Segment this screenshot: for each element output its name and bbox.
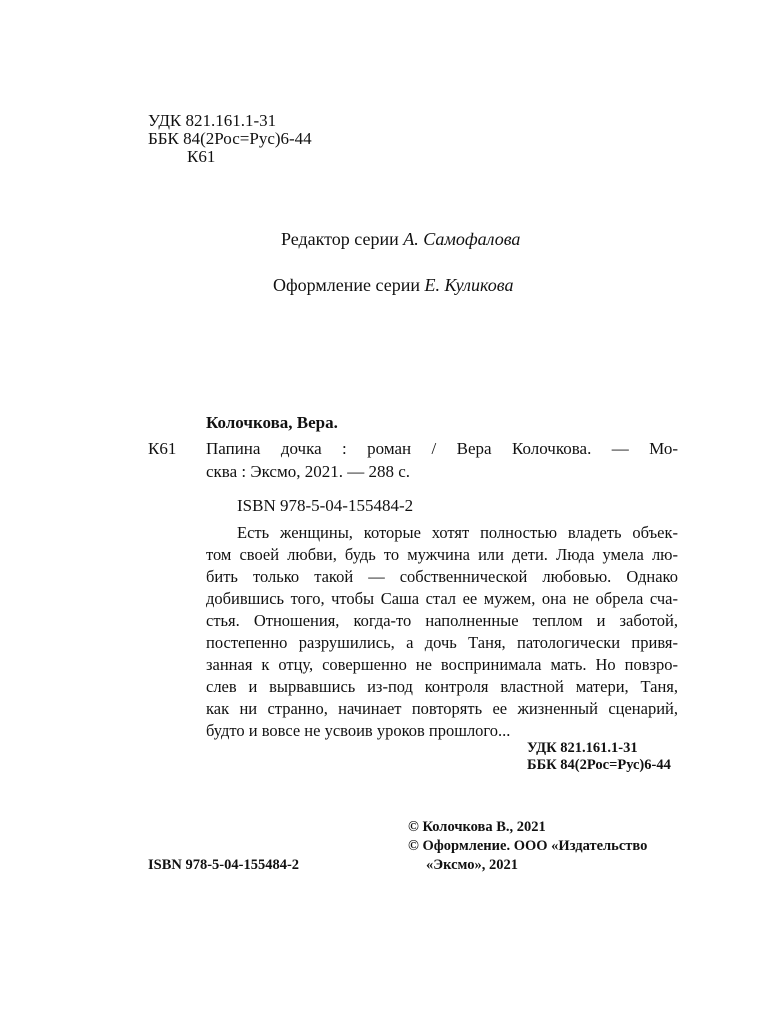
udk-code-repeat: УДК 821.161.1-31 [527, 740, 638, 756]
udk-code: УДК 821.161.1-31 [148, 111, 277, 130]
copyright-design: © Оформление. ООО «Издательство [408, 838, 648, 854]
copyright-author: © Колочкова В., 2021 [408, 819, 546, 835]
annotation-line: бить только такой — собственнической любовью. Однако [206, 567, 678, 586]
annotation-line: будто и вовсе не усвоив уроков прошлого... [206, 721, 511, 740]
footer-isbn: ISBN 978-5-04-155484-2 [148, 857, 300, 873]
series-editor-credit [281, 229, 520, 250]
copyright-publisher: «Эксмо», 2021 [426, 857, 518, 873]
annotation-line: Есть женщины, которые хотят полностью владеть объек- [237, 523, 678, 542]
annotation-line: слев и вырвавшись из-под контроля властной матери, Таня, [206, 677, 678, 696]
bbk-code: ББК 84(2Рос=Рус)6-44 [148, 129, 312, 148]
annotation-line: постепенно разрушились, а дочь Таня, патологически привя- [206, 633, 678, 652]
series-design-label: Оформление серии [273, 275, 420, 295]
series-editor-label: Редактор серии [281, 229, 399, 249]
annotation-line: добившись того, чтобы Саша стал ее мужем, она не обрела сча- [206, 589, 678, 608]
catalog-description-line: сква : Эксмо, 2021. — 288 с. [206, 462, 411, 481]
annotation-line: занная к отцу, совершенно не воспринимала мать. Но повзро- [206, 655, 678, 674]
annotation-line: том своей любви, будь то мужчина или дети. Люда умела лю- [206, 545, 678, 564]
catalog-isbn: ISBN 978-5-04-155484-2 [237, 496, 414, 515]
series-design-name: Е. Куликова [424, 275, 514, 295]
catalog-author-mark: К61 [148, 439, 177, 458]
annotation-line: как ни странно, начинает повторять ее жизненный сценарий, [206, 699, 678, 718]
author-mark: К61 [187, 147, 216, 166]
series-editor-name: А. Самофалова [403, 229, 521, 249]
catalog-description-line: Папина дочка : роман / Вера Колочкова. — Мо- [206, 439, 678, 458]
bbk-code-repeat: ББК 84(2Рос=Рус)6-44 [527, 757, 671, 773]
series-design-credit [273, 275, 513, 296]
annotation-line: стья. Отношения, когда-то наполненные теплом и заботой, [206, 611, 678, 630]
author-heading: Колочкова, Вера. [206, 413, 338, 432]
